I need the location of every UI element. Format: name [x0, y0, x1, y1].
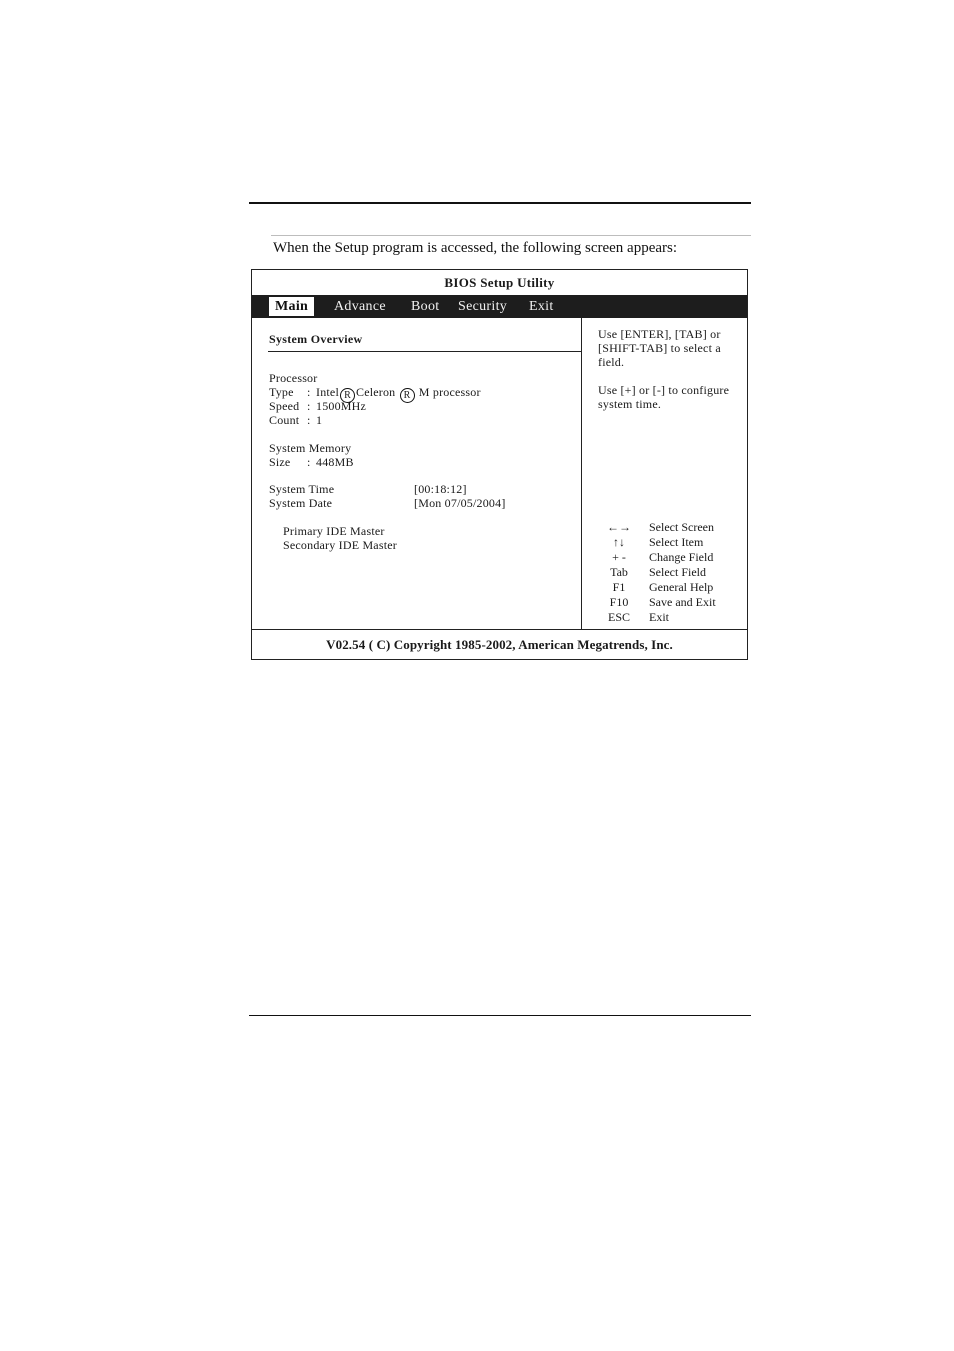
key-legend [602, 520, 742, 625]
key-legend-row [602, 580, 742, 595]
system-time-field[interactable]: [00:18:12] [414, 482, 467, 496]
help-text-navigation: Use [ENTER], [TAB] or [SHIFT-TAB] to select a field. [598, 327, 721, 369]
memory-size-label: Size [269, 455, 291, 469]
bios-screen [251, 269, 748, 660]
system-time-label: System Time [269, 482, 335, 496]
processor-heading: Processor [269, 371, 318, 385]
key-description: Change Field [649, 550, 714, 564]
processor-count-separator: : [307, 413, 311, 427]
intro-text: When the Setup program is accessed, the following screen appears: [273, 240, 678, 256]
processor-speed-label: Speed [269, 399, 300, 413]
section-title: System Overview [269, 332, 363, 346]
key-legend-row [602, 595, 742, 610]
help-panel [598, 327, 738, 425]
menu-tab-security[interactable]: Security [458, 299, 508, 314]
processor-speed-value: 1500MHz [316, 399, 367, 413]
top-rule [249, 202, 751, 204]
key-description: Select Screen [649, 520, 714, 534]
up-down-arrows-icon: ↑↓ [613, 535, 625, 549]
key-legend-row [602, 550, 742, 565]
processor-brand: Intel [316, 385, 339, 399]
key-description: Save and Exit [649, 595, 716, 609]
menu-tab-advance[interactable]: Advance [334, 299, 386, 314]
bottom-rule [249, 1015, 751, 1016]
header-thin-rule [271, 235, 751, 236]
processor-type-separator: : [307, 385, 311, 399]
menu-tab-boot[interactable]: Boot [411, 299, 440, 314]
key-legend-row [602, 565, 742, 580]
processor-model: Celeron [356, 385, 396, 399]
processor-count-value: 1 [316, 413, 323, 427]
key-legend-row [602, 535, 742, 550]
key-description: Exit [649, 610, 669, 624]
secondary-ide-master-item[interactable]: Secondary IDE Master [283, 538, 397, 552]
memory-heading: System Memory [269, 441, 352, 455]
memory-size-separator: : [307, 455, 311, 469]
bios-title: BIOS Setup Utility [444, 275, 555, 290]
menu-tab-main[interactable]: Main [269, 297, 314, 316]
tab-key: Tab [610, 565, 628, 579]
key-description: General Help [649, 580, 714, 594]
section-underline [268, 351, 581, 352]
menu-tab-exit[interactable]: Exit [529, 299, 554, 314]
processor-speed-separator: : [307, 399, 311, 413]
memory-size-value: 448MB [316, 455, 354, 469]
f10-key: F10 [609, 595, 629, 609]
key-description: Select Item [649, 535, 704, 549]
key-description: Select Field [649, 565, 706, 579]
processor-type-label: Type [269, 385, 294, 399]
panel-divider [581, 318, 582, 629]
plus-minus-key: + - [612, 550, 626, 564]
key-legend-row [602, 520, 742, 535]
copyright-footer: V02.54 ( C) Copyright 1985-2002, American Megatrends, Inc. [326, 637, 673, 652]
system-date-field[interactable]: [Mon 07/05/2004] [414, 496, 506, 510]
processor-count-label: Count [269, 413, 300, 427]
bios-menu-bar [252, 295, 747, 318]
esc-key: ESC [607, 610, 630, 624]
processor-suffix: M processor [418, 385, 481, 399]
registered-mark-icon: R [400, 388, 415, 403]
f1-key: F1 [612, 580, 626, 594]
registered-mark-icon: R [340, 388, 355, 403]
primary-ide-master-item[interactable]: Primary IDE Master [283, 524, 385, 538]
system-date-label: System Date [269, 496, 333, 510]
help-text-configure: Use [+] or [-] to configure system time. [598, 383, 730, 411]
key-legend-row [602, 610, 742, 625]
left-right-arrows-icon: ←→ [607, 520, 631, 534]
